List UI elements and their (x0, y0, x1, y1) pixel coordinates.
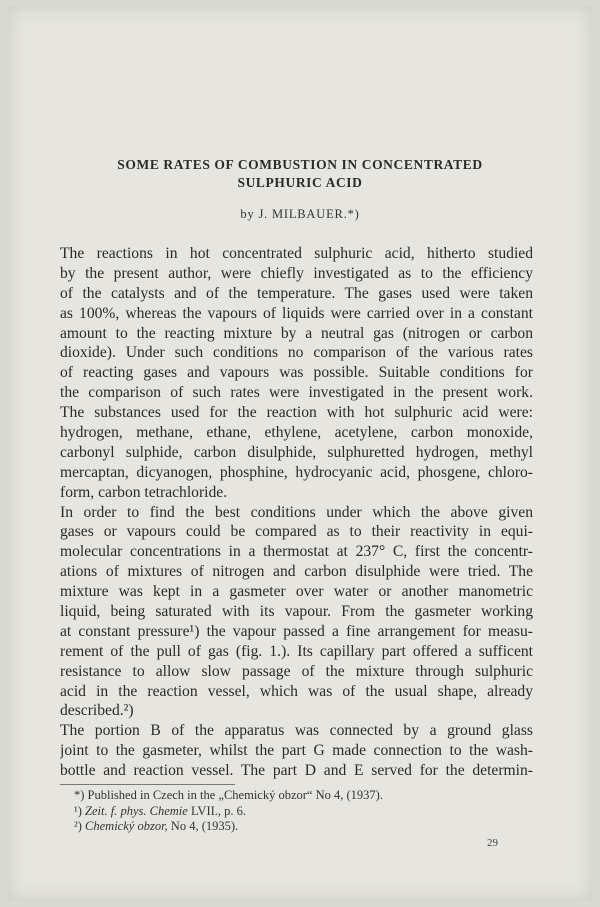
body-line: carbonyl sulphide, carbon disulphide, sulphuretted hydrogen, methyl (60, 443, 533, 461)
body-line: joint to the gasmeter, whilst the part G made connection to the wash- (60, 742, 533, 760)
footnote-divider (60, 784, 235, 785)
footnote-3 (74, 819, 504, 835)
body-line: amount to the reacting mixture by a neutral gas (nitrogen or carbon (60, 324, 533, 342)
body-line: liquid, being saturated with its vapour. From the gasmeter working (60, 603, 533, 621)
body-line: The portion B of the apparatus was connected by a ground glass (60, 722, 533, 740)
body-line: dioxide). Under such conditions no comparison of the various rates (60, 344, 533, 362)
body-line: rement of the pull of gas (fig. 1.). Its capillary part offered a sufficent (60, 642, 533, 660)
footnote-3-journal: Chemický obzor, (85, 819, 168, 834)
body-line: acid in the reaction vessel, which was of the usual shape, already (60, 682, 533, 700)
page-number: 29 (487, 837, 498, 849)
footnote-2 (74, 804, 504, 820)
body-line: by the present author, were chiefly investigated as to the efficiency (60, 264, 533, 282)
title-line-2: SULPHURIC ACID (237, 175, 363, 190)
body-line: molecular concentrations in a thermostat at 237° C, first the concentr- (60, 543, 533, 561)
footnote-2-journal: Zeit. f. phys. Chemie (85, 803, 188, 818)
article-title (0, 156, 600, 192)
body-line: at constant pressure¹) the vapour passed a fine arrangement for measu- (60, 622, 533, 640)
body-line: mixture was kept in a gasmeter over water or another manometric (60, 583, 533, 601)
body-line: hydrogen, methane, ethane, ethylene, acetylene, carbon monoxide, (60, 424, 533, 442)
body-line: ations of mixtures of nitrogen and carbon disulphide were tried. The (60, 563, 533, 581)
body-line: The substances used for the reaction with hot sulphuric acid were: (60, 404, 533, 422)
body-line: bottle and reaction vessel. The part D and E served for the determin- (60, 762, 533, 780)
body-line: mercaptan, dicyanogen, phosphine, hydrocyanic acid, phosgene, chloro- (60, 463, 533, 481)
body-line: In order to find the best conditions under which the above given (60, 503, 533, 521)
body-line: resistance to allow slow passage of the mixture through sulphuric (60, 662, 533, 680)
body-line: as 100%, whereas the vapours of liquids were carried over in a constant (60, 304, 533, 322)
body-line: of reacting gases and vapours was possible. Suitable conditions for (60, 364, 533, 382)
body-line: The reactions in hot concentrated sulphuric acid, hitherto studied (60, 245, 533, 262)
body-line: gases or vapours could be compared as to their reactivity in equi- (60, 523, 533, 541)
body-line: form, carbon tetrachloride. (60, 483, 228, 501)
body-line: the comparison of such rates were investigated in the present work. (60, 384, 533, 402)
footnote-1: *) Published in Czech in the „Chemický obzor“ No 4, (1937). (74, 788, 383, 802)
footnote-2-rest: LVII., p. 6. (190, 803, 247, 818)
footnote-3-rest: No 4, (1935). (170, 819, 239, 834)
footnote-2-mark: ¹) (74, 803, 82, 818)
author-line: by J. MILBAUER.*) (240, 207, 360, 221)
footnotes (74, 788, 504, 835)
body-line: described.²) (60, 702, 134, 720)
body-text (60, 244, 533, 781)
footnote-3-mark: ²) (74, 819, 82, 834)
body-line: of the catalysts and of the temperature. The gases used were taken (60, 284, 533, 302)
title-line-1: SOME RATES OF COMBUSTION IN CONCENTRATED (117, 157, 483, 172)
